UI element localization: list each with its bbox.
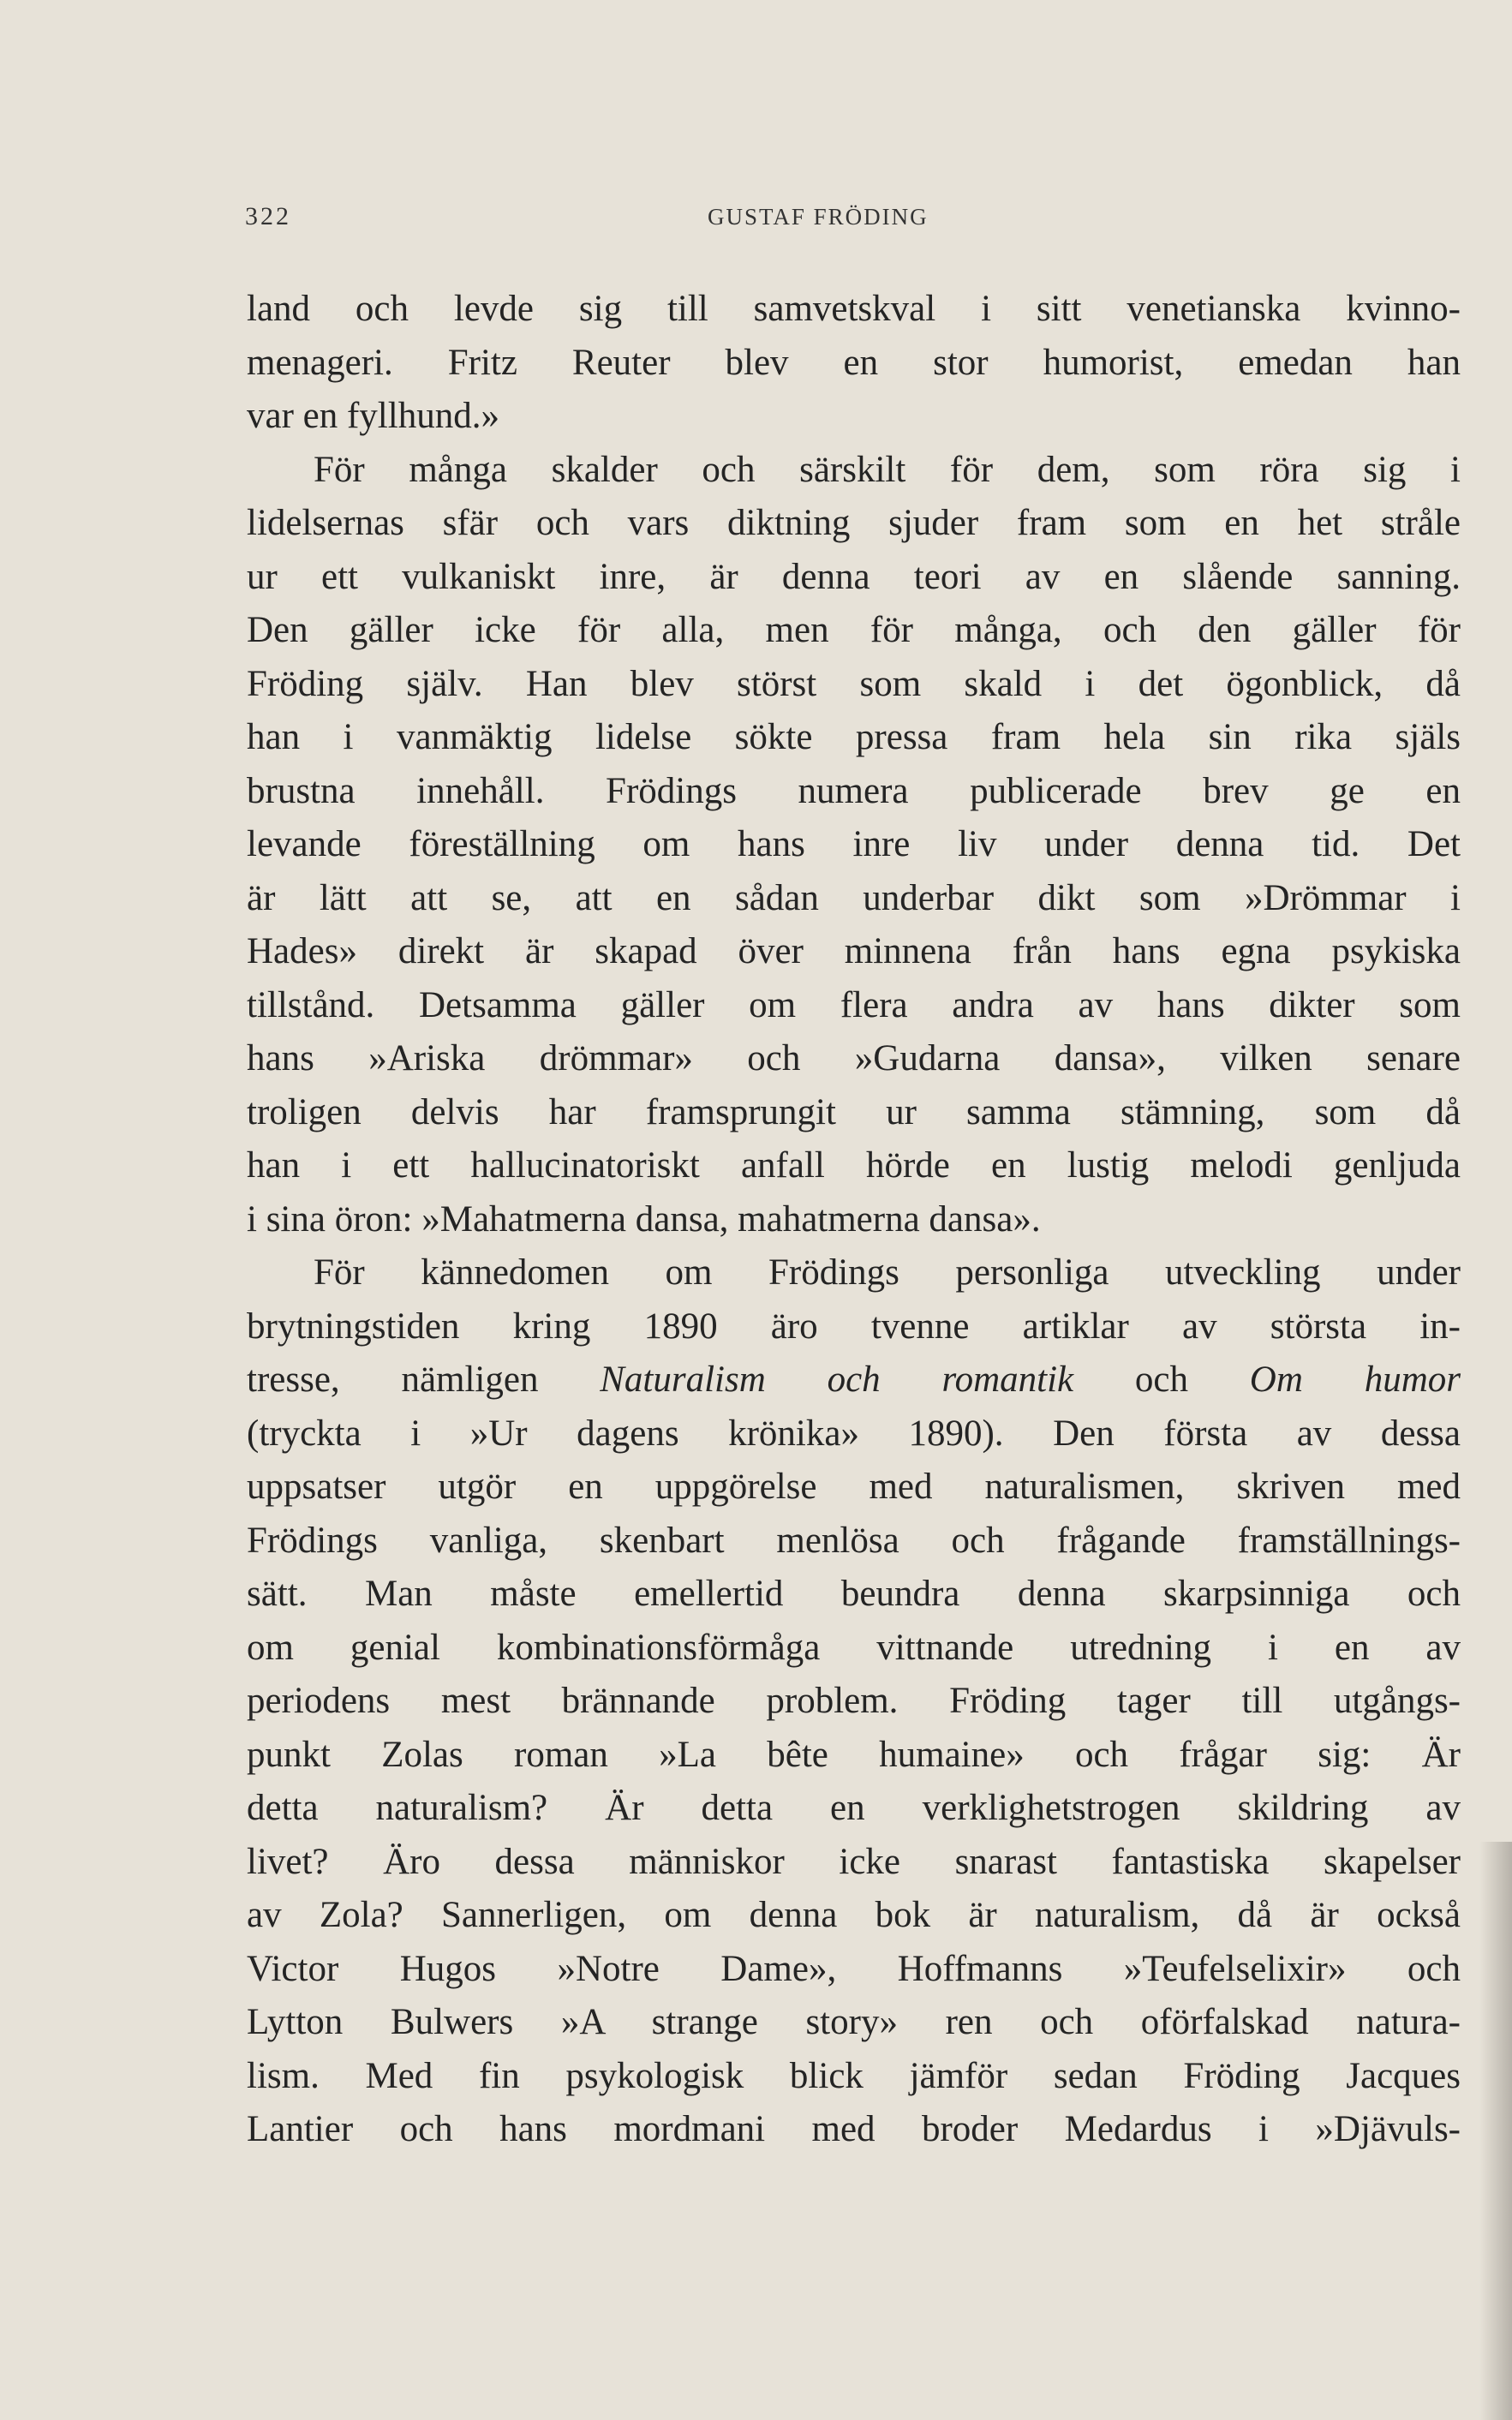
text-line: ur ett vulkaniskt inre, är denna teori av en slående sanning. (247, 556, 1461, 597)
text-line: Frödings vanliga, skenbart menlösa och frågande framställnings- (247, 1520, 1461, 1561)
text-line: lism. Med fin psykologisk blick jämför sedan Fröding Jacques (247, 2055, 1461, 2096)
paragraph-start-line: För många skalder och särskilt för dem, som röra sig i (314, 449, 1461, 490)
text-line: detta naturalism? Är detta en verklighetstrogen skildring av (247, 1788, 1461, 1828)
text-line: han i vanmäktig lidelse sökte pressa fram hela sin rika själs (247, 717, 1461, 757)
article-title-humor: Om humor (1249, 1359, 1461, 1400)
text-line: Fröding själv. Han blev störst som skald i det ögonblick, då (247, 663, 1461, 704)
text-line: om genial kombinationsförmåga vittnande utredning i en av (247, 1627, 1461, 1668)
text-line: punkt Zolas roman »La bête humaine» och frågar sig: Är (247, 1734, 1461, 1775)
text-line: (tryckta i »Ur dagens krönika» 1890). Den första av dessa (247, 1413, 1461, 1454)
text-line: i sina öron: »Mahatmerna dansa, mahatmerna dansa». (247, 1198, 1041, 1240)
text-line: hans »Ariska drömmar» och »Gudarna dansa», vilken senare (247, 1038, 1461, 1079)
text-line: tillstånd. Detsamma gäller om flera andra av hans dikter som (247, 984, 1461, 1025)
running-title: GUSTAF FRÖDING (708, 204, 929, 230)
text-line: brytningstiden kring 1890 äro tvenne artiklar av största in- (247, 1306, 1461, 1347)
text-line: uppsatser utgör en uppgörelse med naturalismen, skriven med (247, 1467, 1461, 1507)
text-line: lidelsernas sfär och vars diktning sjuder fram som en het stråle (247, 503, 1461, 543)
page-number: 322 (245, 202, 291, 230)
text-line: Lantier och hans mordmani med broder Medardus i »Djävuls- (247, 2109, 1461, 2149)
text-line: tresse, nämligen Naturalism och romantik och Om humor (247, 1359, 1461, 1400)
text-line: brustna innehåll. Frödings numera publicerade brev ge en (247, 770, 1461, 811)
text-line: sätt. Man måste emellertid beundra denna skarpsinniga och (247, 1574, 1461, 1614)
text-line: troligen delvis har framsprungit ur samma stämning, som då (247, 1091, 1461, 1132)
text-line: Hades» direkt är skapad över minnena från hans egna psykiska (247, 931, 1461, 971)
paragraph-start-line: För kännedomen om Frödings personliga utveckling under (314, 1252, 1461, 1293)
text-line: menageri. Fritz Reuter blev en stor humorist, emedan han (247, 342, 1461, 383)
text-line: Victor Hugos »Notre Dame», Hoffmanns »Teufelselixir» och (247, 1948, 1461, 1989)
text-line: var en fyllhund.» (247, 396, 499, 436)
text-line: Den gäller icke för alla, men för många, och den gäller för (247, 610, 1461, 650)
body-text (247, 283, 1461, 2157)
running-head (0, 202, 1512, 240)
text-line: land och levde sig till samvetskval i sitt venetianska kvinno- (247, 289, 1461, 329)
text-line: periodens mest brännande problem. Fröding tager till utgångs- (247, 1681, 1461, 1721)
article-title-naturalism: Naturalism och romantik (600, 1359, 1074, 1400)
text-line: levande föreställning om hans inre liv under denna tid. Det (247, 824, 1461, 864)
page-edge-shadow (1479, 1842, 1512, 2420)
text-line: livet? Äro dessa människor icke snarast fantastiska skapelser (247, 1841, 1461, 1882)
text-line: är lätt att se, att en sådan underbar dikt som »Drömmar i (247, 877, 1461, 918)
text-line: han i ett hallucinatoriskt anfall hörde en lustig melodi genljuda (247, 1145, 1461, 1186)
text-line: av Zola? Sannerligen, om denna bok är naturalism, då är också (247, 1895, 1461, 1935)
text-line: Lytton Bulwers »A strange story» ren och oförfalskad natura- (247, 2002, 1461, 2042)
